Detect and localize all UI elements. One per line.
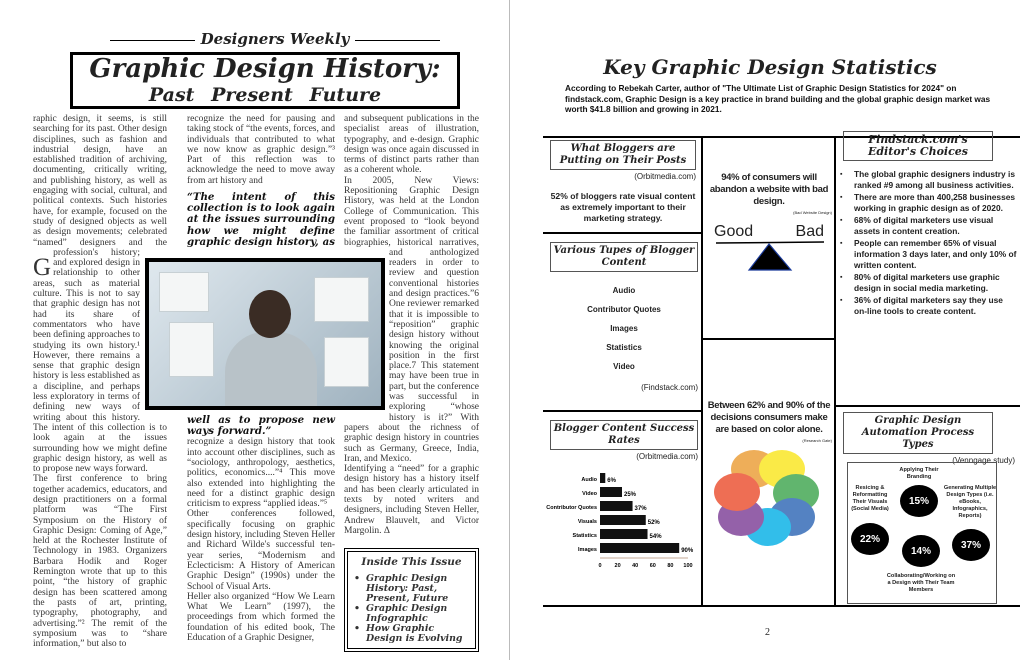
bar [600, 543, 679, 553]
x-tick-label: 100 [683, 563, 693, 569]
bar-value-label: 52% [647, 520, 660, 526]
x-tick-label: 20 [614, 563, 621, 569]
bar-value-label: 25% [624, 492, 637, 498]
automation-label: Resicing & Reformatting Their Visuals (Social Media) [851, 485, 889, 512]
grid-line [836, 405, 1020, 407]
type-item: Audio [612, 286, 636, 295]
types-heading: Various Tupes of Blogger Content [550, 242, 698, 272]
bar [600, 515, 646, 525]
types-list [550, 286, 698, 381]
bloggers-stat: 52% of bloggers rate visual content as extremely important to their marketing strategy. [550, 191, 696, 223]
consumers-cell [706, 172, 832, 275]
bad-label: Bad [795, 223, 824, 240]
grid-line [703, 338, 834, 340]
page-number: 2 [765, 627, 770, 638]
automation-heading: Graphic Design Automation Process Types [843, 412, 993, 454]
stats-intro: According to Rebekah Carter, author of "The Ultimate List of Graphic Design Statistics for 2024" on findstack.com, Graphic Design is a key practice in brand building and the global graphic design market was worth $41.8 billion and growing in 2021. [565, 83, 991, 114]
paragraph: raphic design, it seems, is still searching for its past. Other design disciplines, such as fashion and industrial design, have an established tradition of archiving, documenting, critically writing, and publishing history, as well as engaging with social, cultural, and political contexts. Such histories have, for example, focused on the study of designed objects as well as design movements; celebrated “named” designers and [33, 114, 167, 248]
grid-line [543, 232, 701, 234]
paragraph: recognize a design history that took into account other disciplines, such as “sociology, anthropology, aesthetics, politics, economics....”⁴ This move also extended into highlighting the need for a distinct graphic design criticism to express “applied ideas.”⁵ [187, 437, 335, 510]
bar-category-label: Audio [581, 477, 597, 483]
type-item: Video [613, 362, 635, 371]
paragraph: In 2005, New Views: Repositioning Graphic Design History, was held at the London College of Communication. This event proposed to “look beyond the familiar assortment of critical biographies, historical narratives, [344, 175, 479, 248]
paragraph: Heller also organized “How We Learn What We Learn” (1997), the proceedings from which formed the foundation of his edited book, The Education of a Graphic Designer, [187, 591, 335, 644]
paragraph: The first conference to bring together academics, educators, and design practitioners on a formal platform was “The First Symposium on the History of Graphic Design: Coming of Age,” held at the Rochester Institute of Technology in 1983. Organizers Barbara Hodik and Roger Remington wrote that up to this point, “the history of graphic design has been scattered among the pasts of art, printing, typography, photography, and advertising.”² The remit of the symposium was to “share information,” but also to [33, 474, 167, 650]
col2 [187, 114, 335, 643]
paragraph: less exploratory in terms of defining new ways of writing about this history. The intent of this collection is to look again at the issues surrounding how we might define graphic design history, as well as to propose new ways forward. [33, 392, 167, 475]
bloggers-cell [550, 140, 696, 224]
paragraph: Other conferences followed, specifically focusing on graphic design history, including Steven Heller and Richard Wilde's successful ten-year series, “Modernism and Eclecticism: A History of American Graphic Design” (1990s) under the School of Visual Arts. [187, 509, 335, 592]
paragraph: Identifying a “need” for a graphic design history has a history itself and has been clearly articulated in texts by noted writers and designers, including Steven Heller, Andrew Blauvelt, and Victor Margolin. Δ [344, 464, 479, 536]
dropcap: G [33, 254, 52, 281]
col3 [344, 114, 479, 652]
grid-line [701, 136, 703, 606]
editor-item: ▪ People can remember 65% of visual information 3 days later, and only 10% of written content. [840, 238, 1018, 271]
chart-source: (Orbitmedia.com) [636, 452, 698, 461]
chart-heading: Blogger Content Success Rates [550, 420, 698, 450]
inside-item[interactable]: • Graphic Design Infographic [354, 604, 469, 624]
automation-label: Applying Their Branding [899, 467, 939, 480]
editor-item: ▪ There are more than 400,258 businesses working in graphic design as of 2020. [840, 192, 1018, 214]
bar-category-label: Contributor Quotes [546, 505, 597, 511]
automation-value: 14% [902, 535, 940, 567]
page-subtitle: Past Present Future [148, 84, 382, 106]
automation-label: Generating Multiple Design Types (i.e. eBooks, Infographics, Reports) [943, 485, 997, 519]
paragraph: and subsequent publications in the specialist areas of illustration, typography, and e-design. Graphic design was once again discussed in terms of distinct parts rather than as a coherent whole. [344, 114, 479, 176]
bar [600, 487, 622, 497]
types-source: (Findstack.com) [641, 383, 698, 392]
bar [600, 529, 648, 539]
type-item: Images [610, 324, 638, 333]
automation-cell [843, 412, 1015, 465]
bar [600, 473, 605, 483]
x-tick-label: 60 [649, 563, 656, 569]
editor-list [840, 169, 1018, 318]
grid-line [543, 605, 1020, 607]
pull-quote: “The intent of this collection is to look again at the issues surrounding how we might define graphic design history, as well as to propose new ways forward.” [187, 191, 335, 438]
col1 [33, 114, 167, 649]
color-wheel-icon [714, 447, 824, 547]
bar-value-label: 6% [607, 478, 616, 484]
automation-value: 37% [952, 529, 990, 561]
grid-line [834, 136, 836, 606]
bar-category-label: Visuals [577, 519, 597, 525]
x-tick-label: 80 [667, 563, 674, 569]
success-rate-chart [540, 473, 700, 578]
types-cell [550, 242, 698, 392]
bar [600, 501, 633, 511]
masthead-text: Designers Weekly [195, 30, 356, 48]
balance-scale-icon [706, 240, 832, 275]
inside-item[interactable]: • How Graphic Design is Evolving [354, 624, 469, 644]
good-label: Good [714, 223, 754, 240]
automation-label: Collaborating/Working on a Design with Their Team Members [886, 573, 956, 593]
consumers-stat: 94% of consumers will abandon a website with bad design. [709, 172, 829, 207]
chart-cell [546, 420, 698, 578]
stats-title: Key Graphic Design Statistics [603, 55, 937, 79]
editor-item: ▪ 68% of digital marketers use visual assets in content creation. [840, 215, 1018, 237]
title-box [70, 52, 460, 109]
grid-line [543, 410, 701, 412]
bar-category-label: Video [582, 491, 597, 497]
automation-value: 22% [851, 523, 889, 555]
color-cell [706, 400, 832, 547]
paragraph: in part, but the conference was successful in exploring “whose history is it?” With papers about the richness of graphic design history in countries such as Germany, Greece, India, Iran, and Mexico. [344, 371, 479, 464]
automation-source: (Venngage study) [952, 456, 1015, 465]
paragraph: and anthologized readers in order to review and question conventional histories and design practices.”6 One reviewer remarked that it is impossible to “reposition” graphic design history without knowing the original position in the first place.7 This statement may have been true [389, 247, 479, 382]
color-stat: Between 62% and 90% of the decisions consumers make are based on color alone. [707, 400, 831, 435]
type-item: Statistics [606, 343, 642, 352]
editor-item: ▪ 36% of digital marketers say they use on-line tools to create content. [840, 295, 1018, 317]
bar-value-label: 37% [634, 506, 647, 512]
inside-item[interactable]: • Graphic Design History: Past, Present, Future [354, 574, 469, 604]
bar-value-label: 90% [681, 548, 694, 554]
inside-title: Inside This Issue [361, 556, 462, 569]
page-title: Graphic Design History: [89, 54, 441, 84]
type-item: Contributor Quotes [587, 305, 661, 314]
page-divider [509, 0, 510, 660]
bar-category-label: Statistics [572, 533, 597, 539]
editor-heading: Findstack.com's Editor's Choices [843, 131, 993, 161]
editor-item: ▪ 80% of digital marketers use graphic design in social media marketing. [840, 272, 1018, 294]
x-tick-label: 40 [632, 563, 639, 569]
editor-cell [843, 131, 1018, 318]
automation-value: 15% [900, 485, 938, 517]
x-tick-label: 0 [598, 563, 602, 569]
bloggers-heading: What Bloggers are Putting on Their Posts [550, 140, 696, 170]
inside-this-issue-box [344, 548, 479, 652]
bar-value-label: 54% [649, 534, 662, 540]
bloggers-source: (Orbitmedia.com) [634, 172, 696, 181]
paragraph: recognize the need for pausing and taking stock of “the events, forces, and individuals that contributed to what we now know as graphic design.”³ Part of this reflection was to acknowledge the need to move away from art history and [187, 114, 335, 186]
bar-category-label: Images [578, 547, 597, 553]
color-source: (Research Gate) [802, 438, 832, 443]
masthead [160, 30, 390, 48]
automation-diagram [847, 462, 997, 604]
paragraph: the profession's history; and explored design in relationship to other areas, such as material culture. This is not to say that graphic design has not had its share of commentators who have been defining approaches to studying its own history.¹ However, there remains a sense that graphic design history is less established as a discipline, and perhaps [33, 237, 167, 392]
consumers-source: (Bad Website Design) [793, 210, 832, 215]
editor-item: ▪ The global graphic designers industry is ranked #9 among all business activities. [840, 169, 1018, 191]
